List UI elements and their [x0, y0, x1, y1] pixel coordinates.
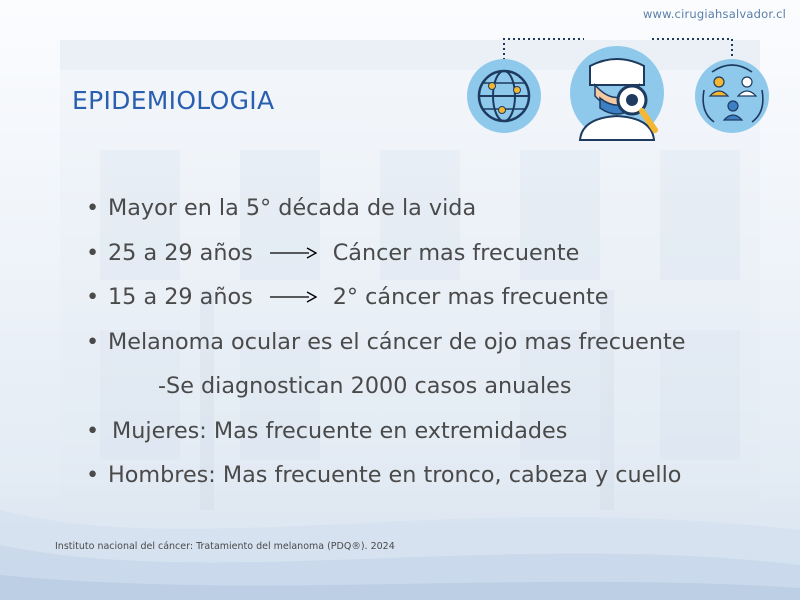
- slide-title: EPIDEMIOLOGIA: [72, 86, 275, 115]
- bullet-text: 2° cáncer mas frecuente: [332, 284, 609, 311]
- bullet-dot: •: [86, 417, 100, 444]
- sub-bullet-text: -Se diagnostican 2000 casos anuales: [158, 373, 572, 400]
- bullet-item: [86, 275, 786, 320]
- bullet-item: [86, 320, 786, 365]
- bullet-text: Cáncer mas frecuente: [332, 239, 580, 266]
- globe-network-icon: [467, 59, 541, 133]
- bullet-list: [86, 186, 786, 498]
- doctor-magnifier-icon: [570, 46, 664, 140]
- bullet-item: [86, 453, 786, 498]
- header-icon-group: [462, 30, 782, 150]
- bullet-dot: •: [86, 462, 100, 489]
- sub-bullet-item: [86, 364, 786, 409]
- bullet-dot: •: [86, 195, 100, 222]
- bullet-text: 25 a 29 años: [108, 239, 253, 266]
- bullet-dot: •: [86, 284, 100, 311]
- bullet-text: Mujeres: Mas frecuente en extremidades: [112, 417, 568, 444]
- bullet-dot: •: [86, 239, 100, 266]
- bullet-item: [86, 231, 786, 276]
- bullet-text: Mayor en la 5° década de la vida: [108, 195, 477, 222]
- source-citation: Instituto nacional del cáncer: Tratamiento del melanoma (PDQ®). 2024: [55, 541, 395, 552]
- bullet-text: 15 a 29 años: [108, 284, 253, 311]
- people-cycle-icon: [695, 59, 769, 133]
- bullet-item: [86, 186, 786, 231]
- website-url: www.cirugiahsalvador.cl: [642, 7, 786, 21]
- arrow-right-icon: [269, 290, 317, 304]
- bullet-text: Melanoma ocular es el cáncer de ojo mas frecuente: [108, 328, 686, 355]
- arrow-right-icon: [269, 246, 317, 260]
- bullet-dot: •: [86, 328, 100, 355]
- bullet-text: Hombres: Mas frecuente en tronco, cabeza y cuello: [108, 462, 682, 489]
- bullet-item: [86, 409, 786, 454]
